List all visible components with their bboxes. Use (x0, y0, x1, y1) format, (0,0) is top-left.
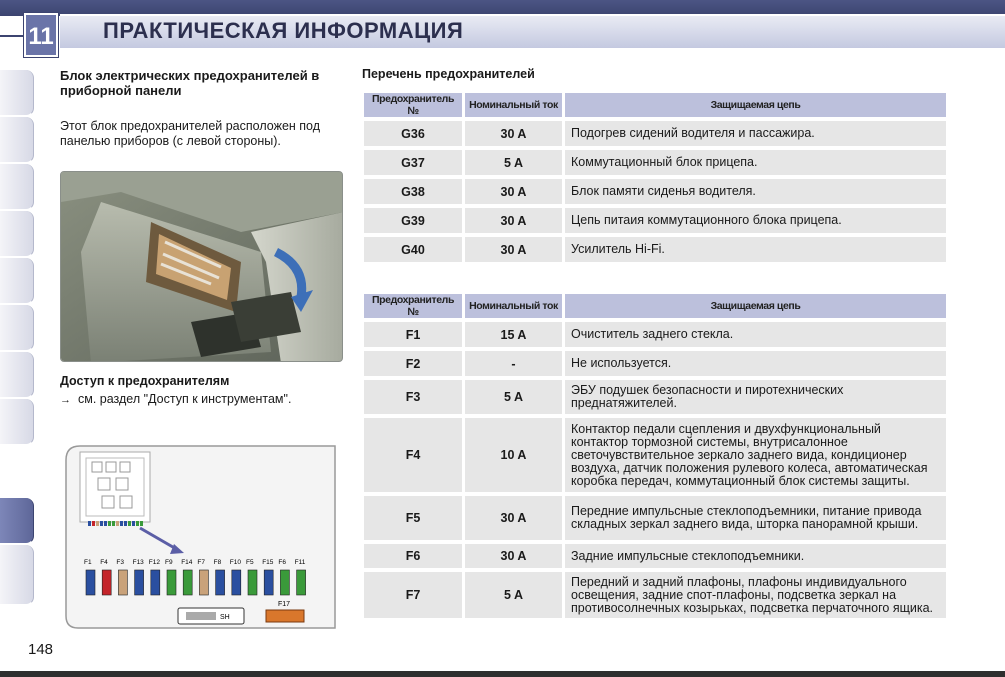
chapter-tab[interactable] (0, 399, 34, 445)
fuse-slot-label: F11 (294, 559, 306, 566)
table-row (364, 179, 946, 204)
table-row (364, 351, 946, 376)
section-intro: Этот блок предохранителей расположен под панелью приборов (с левой стороны). (60, 119, 321, 148)
fuse-number-cell: F2 (364, 351, 462, 376)
chapter-tab-active[interactable] (0, 498, 34, 544)
rated-current-cell: - (465, 351, 562, 376)
f17-label: F17 (278, 601, 291, 608)
fuse-table-f (361, 290, 949, 622)
fusebox-diagram-svg (60, 440, 343, 635)
chapter-tab[interactable] (0, 258, 34, 304)
fuse-slot-label: F6 (278, 559, 286, 566)
protected-circuit-cell: Передний и задний плафоны, плафоны индивидуального освещения, задние спот-плафоны, подсветка зеркал на противосолнечных козырьках, подсветка перчаточного ящика. (565, 572, 946, 618)
header-rule (0, 35, 26, 37)
protected-circuit-cell: Очиститель заднего стекла. (565, 322, 946, 347)
fuse-slot-label: F9 (165, 559, 173, 566)
rated-current-cell: 5 A (465, 150, 562, 175)
page-title: ПРАКТИЧЕСКАЯ ИНФОРМАЦИЯ (103, 18, 464, 43)
mini-fuse-marker (92, 521, 95, 526)
fuse-number-cell: F3 (364, 380, 462, 414)
fuse-table-g (361, 89, 949, 266)
fuse-number-cell: F6 (364, 544, 462, 568)
table-row (364, 544, 946, 568)
col-header-circuit: Защищаемая цепь (565, 294, 946, 318)
fuse-slot-label: F12 (148, 559, 161, 566)
fuse-slot-label: F1 (84, 559, 92, 566)
fuse-slot (232, 570, 241, 595)
fuse-slot (151, 570, 160, 595)
chapter-tab-rail (0, 70, 34, 610)
mini-fuse-marker (140, 521, 143, 526)
chapter-tab[interactable] (0, 164, 34, 210)
rated-current-cell: 30 A (465, 496, 562, 540)
fuse-number-cell: G39 (364, 208, 462, 233)
protected-circuit-cell: Подогрев сидений водителя и пассажира. (565, 121, 946, 146)
access-reference-link[interactable]: см. раздел "Доступ к инструментам". (78, 392, 292, 406)
fuse-slot (297, 570, 306, 595)
rated-current-cell: 10 A (465, 418, 562, 492)
fusebox-diagram (60, 440, 343, 635)
fuse-number-cell: G38 (364, 179, 462, 204)
fuse-slot-label: F15 (262, 559, 274, 566)
table-row (364, 496, 946, 540)
mini-fuse-marker (88, 521, 91, 526)
mini-fuse-marker (124, 521, 127, 526)
fuse-number-cell: F7 (364, 572, 462, 618)
fuse-number-cell: G40 (364, 237, 462, 262)
fuse-slot (216, 570, 225, 595)
mini-fuse-marker (108, 521, 111, 526)
protected-circuit-cell: Контактор педали сцепления и двухфункциональный контактор тормозной системы, внутрисалонное светочувствительное зеркало заднего вида, кондиционер воздуха, датчик положения рулевого колеса, автоматическая коробка передач, коммутационный блок системы защиты. (565, 418, 946, 492)
mini-fuse-marker (116, 521, 119, 526)
col-header-fuse: Предохранитель № (364, 294, 462, 318)
rated-current-cell: 30 A (465, 179, 562, 204)
protected-circuit-cell: Не используется. (565, 351, 946, 376)
fuse-slot (280, 570, 289, 595)
fuse-slot (248, 570, 257, 595)
rated-current-cell: 30 A (465, 237, 562, 262)
mini-fuse-marker (100, 521, 103, 526)
fuse-list-title: Перечень предохранителей (362, 67, 535, 81)
fuse-number-cell: F4 (364, 418, 462, 492)
sh-label: SH (220, 614, 230, 621)
protected-circuit-cell: ЭБУ подушек безопасности и пиротехнических преднатяжителей. (565, 380, 946, 414)
rated-current-cell: 5 A (465, 572, 562, 618)
fuse-number-cell: F5 (364, 496, 462, 540)
mini-fuse-marker (112, 521, 115, 526)
fuse-slot (135, 570, 144, 595)
rated-current-cell: 30 A (465, 208, 562, 233)
page-header (0, 0, 1005, 48)
table-row (364, 208, 946, 233)
fuse-number-cell: F1 (364, 322, 462, 347)
chapter-tab[interactable] (0, 211, 34, 257)
protected-circuit-cell: Передние импульсные стеклоподъемники, питание привода складных зеркал заднего вида, шторка панорамной крыши. (565, 496, 946, 540)
chapter-tab[interactable] (0, 305, 34, 351)
table-header-row (364, 294, 946, 318)
fuse-slot (183, 570, 192, 595)
mini-fuse-marker (136, 521, 139, 526)
mini-fuse-marker (104, 521, 107, 526)
chapter-tab[interactable] (0, 117, 34, 163)
fuse-f17 (266, 610, 304, 622)
fuse-slot (167, 570, 176, 595)
fuse-slot (264, 570, 273, 595)
reference-arrow-icon: → (60, 394, 71, 406)
fusebox-photo (60, 171, 343, 362)
section-heading: Блок электрических предохранителей в приборной панели (60, 68, 320, 98)
fuse-slot (199, 570, 208, 595)
dashboard-photo-illustration (61, 172, 343, 362)
protected-circuit-cell: Усилитель Hi-Fi. (565, 237, 946, 262)
col-header-current: Номинальный ток (465, 93, 562, 117)
fuse-slot (86, 570, 95, 595)
table-row (364, 322, 946, 347)
protected-circuit-cell: Коммутационный блок прицепа. (565, 150, 946, 175)
rated-current-cell: 5 A (465, 380, 562, 414)
fuse-slot-label: F5 (246, 559, 254, 566)
table-row (364, 237, 946, 262)
chapter-badge (24, 13, 58, 57)
mini-fuse-marker (96, 521, 99, 526)
fuse-slot-label: F3 (116, 559, 124, 566)
table-header-row (364, 93, 946, 117)
table-row (364, 418, 946, 492)
col-header-circuit: Защищаемая цепь (565, 93, 946, 117)
protected-circuit-cell: Блок памяти сиденья водителя. (565, 179, 946, 204)
fuse-slot-label: F8 (213, 559, 222, 566)
fuse-slot-label: F13 (132, 559, 144, 566)
mini-fuse-marker (128, 521, 131, 526)
chapter-tab[interactable] (0, 70, 34, 116)
col-header-current: Номинальный ток (465, 294, 562, 318)
fuse-slot-label: F7 (197, 559, 205, 566)
table-row (364, 150, 946, 175)
rated-current-cell: 15 A (465, 322, 562, 347)
fuse-number-cell: G37 (364, 150, 462, 175)
col-header-fuse: Предохранитель № (364, 93, 462, 117)
fuse-slot (118, 570, 127, 595)
chapter-tab[interactable] (0, 545, 34, 605)
protected-circuit-cell: Цепь питаия коммутационного блока прицепа. (565, 208, 946, 233)
page-bottom-bar (0, 671, 1005, 677)
fuse-slot-label: F10 (229, 559, 242, 566)
chapter-number: 11 (28, 23, 54, 50)
fuse-number-cell: G36 (364, 121, 462, 146)
access-heading: Доступ к предохранителям (60, 374, 230, 388)
fuse-slot-label: F4 (100, 559, 108, 566)
mini-fuse-marker (120, 521, 123, 526)
fuse-slot-label: F14 (181, 559, 193, 566)
page-number: 148 (28, 641, 54, 658)
table-row (364, 121, 946, 146)
table-row (364, 380, 946, 414)
table-row (364, 572, 946, 618)
rated-current-cell: 30 A (465, 544, 562, 568)
access-text-row (60, 392, 291, 408)
rated-current-cell: 30 A (465, 121, 562, 146)
protected-circuit-cell: Задние импульсные стеклоподъемники. (565, 544, 946, 568)
chapter-tab[interactable] (0, 352, 34, 398)
fuse-slot (102, 570, 111, 595)
mini-fuse-marker (132, 521, 135, 526)
